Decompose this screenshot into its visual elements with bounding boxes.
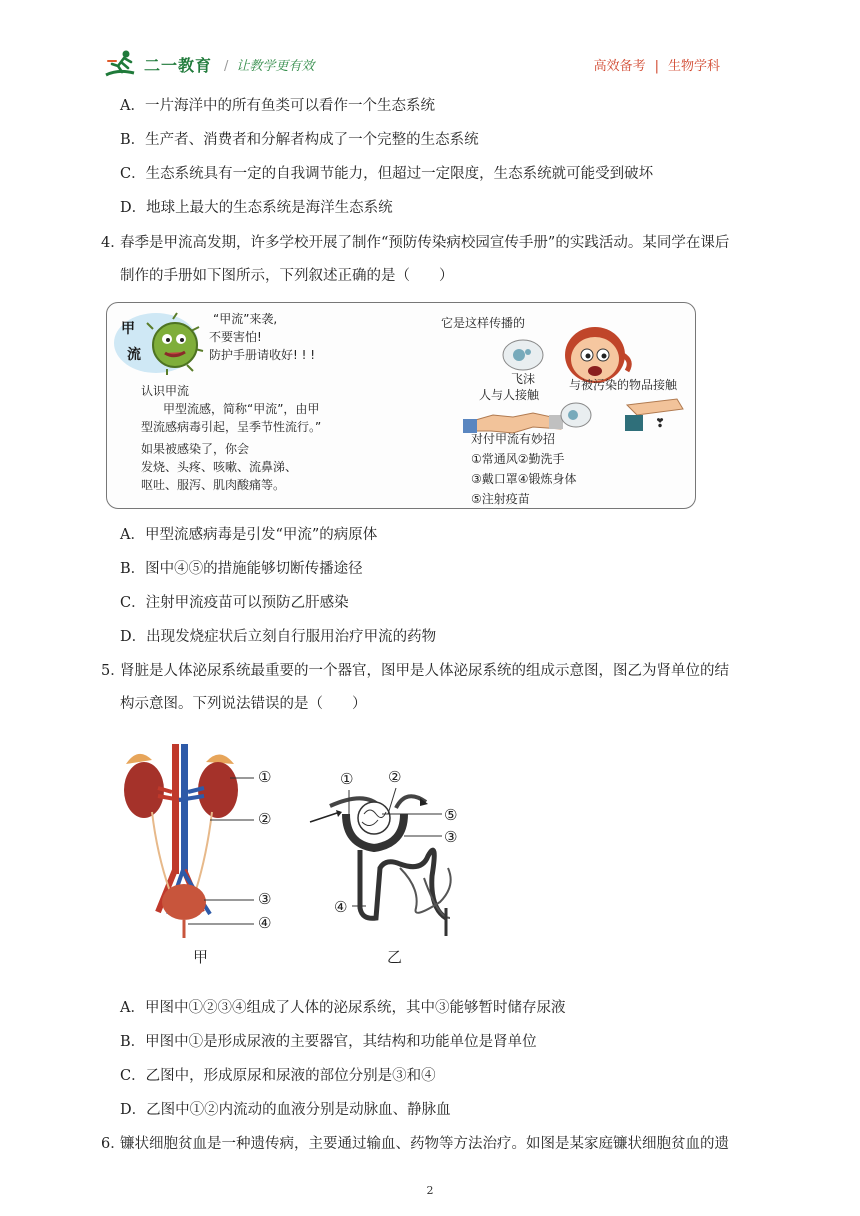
header-separator: |	[654, 59, 659, 74]
q4-stem-line2: 制作的手册如下图所示，下列叙述正确的是（ ）	[120, 268, 454, 284]
runner-logo-icon	[104, 49, 142, 79]
slogan-text: 让教学更有效	[236, 59, 315, 74]
logo-text: 二一教育	[144, 55, 213, 75]
poster-intro-1: “甲流”来袭,	[213, 312, 278, 326]
header-subject	[594, 55, 720, 74]
poster-symptom-2: 发烧、头疼、咳嗽、流鼻涕、	[141, 460, 298, 474]
fig-jia-caption: 甲	[193, 948, 209, 966]
q6-stem-line1: 镰状细胞贫血是一种遗传病，主要通过输血、药物等方法治疗。如图是某家庭镰状细胞贫血的遗	[120, 1136, 729, 1152]
poster-intro-2: 不要害怕!	[209, 330, 262, 344]
poster-contact: 人与人接触	[479, 388, 540, 402]
poster-know-body-2: 型流感病毒引起，呈季节性流行。”	[141, 420, 322, 434]
fig-jia-label-2: ②	[258, 810, 272, 828]
fig-yi-caption: 乙	[387, 948, 403, 966]
fig-yi-label-3: ③	[444, 828, 458, 846]
virus-label-jia: 甲	[121, 321, 135, 337]
slogan-separator: /	[224, 59, 229, 74]
poster-tips-title: 对付甲流有妙招	[471, 432, 556, 446]
droplet-bubble-icon	[501, 337, 545, 373]
poster-know-title: 认识甲流	[141, 384, 190, 398]
q4-option-b: B．图中④⑤的措施能够切断传播途径	[120, 561, 363, 577]
q5-stem-line2: 构示意图。下列说法错误的是（ ）	[120, 696, 367, 712]
header-subject-name: 生物学科	[667, 59, 720, 74]
q3-option-d: D．地球上最大的生态系统是海洋生态系统	[120, 200, 393, 216]
poster-tip-1: ①常通风②勤洗手	[471, 452, 565, 466]
q4-option-d: D．出现发烧症状后立刻自行服用治疗甲流的药物	[120, 629, 437, 645]
q3-option-c: C．生态系统具有一定的自我调节能力，但超过一定限度，生态系统就可能受到破坏	[120, 166, 654, 182]
q6-number: 6．	[101, 1136, 125, 1152]
poster-tip-2: ③戴口罩④锻炼身体	[471, 472, 577, 486]
poster-intro-3: 防护手册请收好! ! !	[209, 348, 316, 362]
poster-tip-3: ⑤注射疫苗	[471, 492, 530, 506]
q5-number: 5．	[101, 663, 125, 679]
logo	[104, 48, 212, 80]
germ-bubble-icon	[559, 401, 593, 429]
q3-option-a: A．一片海洋中的所有鱼类可以看作一个生态系统	[120, 98, 435, 114]
contaminated-object-icon	[617, 395, 689, 435]
poster-object: 与被污染的物品接触	[569, 378, 678, 392]
fig-yi-label-4: ④	[334, 898, 348, 916]
flu-poster-figure	[106, 302, 696, 509]
fig-yi-label-2: ②	[388, 768, 402, 786]
q5-option-b: B．甲图中①是形成尿液的主要器官，其结构和功能单位是肾单位	[120, 1034, 537, 1050]
poster-symptom-1: 如果被感染了，你会	[141, 442, 250, 456]
q4-option-c: C．注射甲流疫苗可以预防乙肝感染	[120, 595, 349, 611]
q5-stem-line1: 肾脏是人体泌尿系统最重要的一个器官，图甲是人体泌尿系统的组成示意图，图乙为肾单位的结	[120, 663, 729, 679]
fig-jia-label-1: ①	[258, 768, 272, 786]
poster-know-body-1: 甲型流感，简称“甲流”，由甲	[163, 402, 320, 416]
slogan	[224, 55, 314, 74]
svg-text:❣: ❣	[655, 416, 666, 430]
fig-yi-label-1: ①	[340, 770, 354, 788]
fig-jia-label-4: ④	[258, 914, 272, 932]
q5-option-c: C．乙图中，形成原尿和尿液的部位分别是③和④	[120, 1068, 436, 1084]
fig-jia-label-3: ③	[258, 890, 272, 908]
q5-option-d: D．乙图中①②内流动的血液分别是动脉血、静脉血	[120, 1102, 451, 1118]
poster-droplet: 飞沫	[511, 372, 536, 386]
virus-label-liu: 流	[127, 347, 141, 363]
q4-number: 4．	[101, 235, 125, 251]
flu-virus-icon	[111, 309, 211, 375]
sick-face-icon	[557, 321, 637, 385]
page-number: 2	[426, 1184, 434, 1197]
poster-spread-title: 它是这样传播的	[441, 316, 526, 330]
q4-option-a: A．甲型流感病毒是引发“甲流”的病原体	[120, 527, 378, 543]
fig-yi-label-5: ⑤	[444, 806, 458, 824]
poster-symptom-3: 呕吐、服泻、肌肉酸痛等。	[141, 478, 286, 492]
q3-option-b: B．生产者、消费者和分解者构成了一个完整的生态系统	[120, 132, 479, 148]
header-prep: 高效备考	[593, 59, 646, 74]
nephron-figure	[300, 768, 476, 938]
q4-stem-line1: 春季是甲流高发期，许多学校开展了制作“预防传染病校园宣传手册”的实践活动。某同学在课后	[120, 235, 730, 251]
q5-option-a: A．甲图中①②③④组成了人体的泌尿系统，其中③能够暂时储存尿液	[120, 1000, 566, 1016]
page-header	[0, 0, 860, 90]
